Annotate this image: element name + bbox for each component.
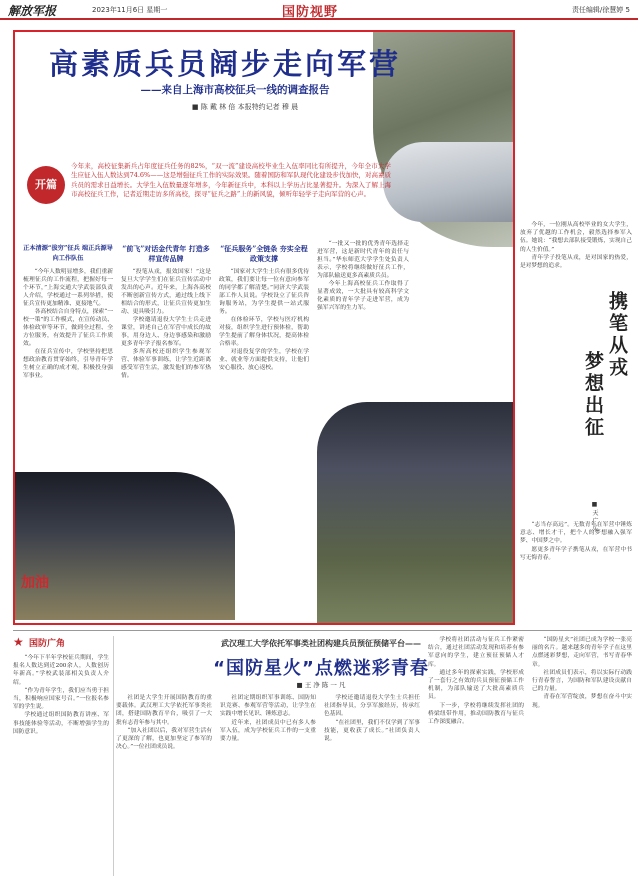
feature-story: [13, 30, 515, 625]
paragraph: 社团成员们表示，将以实际行动践行青春誓言，为国防和军队建设贡献自己的力量。: [532, 669, 632, 693]
lower-story-column: [116, 694, 212, 876]
lower-story-column: [220, 694, 316, 876]
paragraph: 近年来，社团成员中已有多人参军入伍，成为学校征兵工作的一支重要力量。: [220, 719, 316, 743]
section-title: 国防视野: [282, 5, 339, 20]
essay-title-line-1: 携笔从戎: [606, 291, 628, 379]
paragraph: 下一步，学校将继续发挥社团的桥梁纽带作用，推动国防教育与征兵工作深度融合。: [428, 702, 524, 726]
feature-headline: 高素质兵员阔步走向军营: [48, 47, 401, 81]
issue-date: 2023年11月6日 星期一: [92, 6, 168, 14]
column-label: [13, 636, 108, 650]
lower-left-text: [13, 654, 109, 876]
paragraph: “今年下半年学校征兵期间，学生报名人数达到近200余人，人数创历年新高。”学校武装部相关负责人介绍。: [13, 655, 109, 686]
paragraph: “加入社团以后，我对军营生活有了更深的了解，也更加坚定了参军的决心。”一位社团成员说。: [116, 727, 212, 751]
feature-intro: 今年来，高校征集新兵占年度征兵任务的82%，“双一流”建设高校毕业生入伍率同比有所提升，今年全市大学生应征入伍人数达到74.6%——这是增强征兵工作的实际效果。随着国防和军队现代化建设步伐加快，对高素质兵员的需求日益增长。大学生入伍数量逐年增多，今年新征兵中，本科以上学历占比显著提升。为深入了解上海市高校征兵工作，记者近期走访多所高校，探寻“征兵之路”上的新风貌，倾听年轻学子走向军营的心声。: [71, 162, 391, 199]
recruits-photo: [317, 402, 515, 625]
paragraph: 学校邀请退役大学生士兵走进课堂，讲述自己在军营中成长的故事，用身边人、身边事感染和激励更多青年学子报名参军。: [121, 317, 211, 347]
newspaper-logo: 解放军报: [8, 4, 57, 18]
essay-title-line-2: 梦想出征: [582, 351, 604, 439]
paragraph: 对退役复学的学生，学校在学业、就业等方面提供支持，让他们安心服役、放心返校。: [219, 349, 309, 371]
essay-title: [580, 291, 632, 501]
essay-author: ■ 天 广 乐: [591, 501, 598, 532]
sidebar-essay: [520, 26, 632, 626]
feature-column: [317, 240, 409, 420]
paragraph: 在征兵宣传中，学校坚持把思想政治教育贯穿始终，引导青年学生树立正确的成才观，积极投身强军事业。: [23, 349, 113, 379]
paragraph: “国防星火”社团已成为学校一张亮丽的名片。越来越多的青年学子在这里点燃迷彩梦想，走向军营，书写青春华章。: [532, 637, 632, 668]
paragraph: “今年人数明显增多，我们重新梳理征兵的工作流程，把握好每一个环节，”上海交通大学武装部负责人介绍，学校通过一系列举措，使征兵宣传更加精准、更接地气。: [23, 269, 113, 307]
masthead: [0, 0, 638, 20]
paragraph: “在社团里，我们不仅学到了军事技能，更收获了成长。”社团负责人说。: [324, 719, 420, 743]
paragraph: “投笔从戎，报效国家！”这是复旦大学学生们在征兵宣传活动中发出的心声。近年来，上海各高校不断创新宣传方式，通过线上线下相结合的形式，让征兵宣传更加生动、更具吸引力。: [121, 269, 211, 315]
editor-credit: 责任编辑/徐慧婷 5: [571, 6, 630, 14]
paragraph: 社团定期组织军事训练、国防知识竞赛、参观军营等活动，让学生在实践中增长见识、锤炼意志。: [220, 695, 316, 718]
paragraph: 在体检环节，学校与医疗机构对接，组织学生进行预体检，帮助学生提前了解身体状况，提高体检合格率。: [219, 317, 309, 347]
paragraph: 愿更多青年学子携笔从戎，在军营中书写无悔青春。: [520, 546, 632, 561]
paragraph: 今年，一位刚从高校毕业的女大学生，放弃了优越的工作机会，毅然选择参军入伍。她说：“我想去部队接受锻炼，实现自己的人生价值。”: [520, 222, 632, 253]
column-divider: [113, 636, 114, 876]
column-subtitle: “前飞”对话金代青年 打造多样宣传品牌: [122, 244, 210, 263]
section-divider: [13, 630, 632, 631]
paragraph: “作为青年学生，我们应当勇于担当，积极响应国家号召。”一位报名参军的学生说。: [13, 687, 109, 711]
train-photo: [383, 142, 515, 222]
paragraph: 社团是大学生开展国防教育的重要载体。武汉理工大学依托军事类社团，搭建国防教育平台，吸引了一大批有志青年参与其中。: [116, 695, 212, 726]
star-icon: ★: [13, 635, 24, 649]
lower-story-column: [428, 636, 524, 876]
paragraph: “国家对大学生士兵有很多优待政策，我们要让每一位有意向参军的同学都了解清楚。”同济大学武装部工作人员说。学校设立了征兵咨询服务站，为学生提供一站式服务。: [219, 269, 309, 315]
intro-badge: 开篇: [27, 166, 65, 204]
paragraph: 各高校结合自身特点，探索“一校一策”的工作模式，在宣传动员、体检政审等环节，做到全过程、全方位服务，有效提升了征兵工作质效。: [23, 309, 113, 347]
paragraph: 多所高校还组织学生参观军营、体验军事训练，让学生近距离感受军营生活，激发他们的参军热情。: [121, 349, 211, 379]
paragraph: 今年上海高校征兵工作取得了显著成效，一大批具有较高科学文化素质的青年学子走进军营，成为强军兴军的生力军。: [317, 281, 409, 311]
paragraph: 青年学子投笔从戎，是对国家的热爱，是对梦想的追求。: [520, 254, 632, 270]
feature-subhead: ——来自上海市高校征兵一线的调查报告: [140, 84, 330, 96]
feature-column: [23, 240, 113, 410]
training-photo: [15, 472, 235, 620]
lower-story-column: [324, 694, 420, 876]
lower-story-kicker: 武汉理工大学依托军事类社团构建兵员预征预储平台——: [221, 639, 421, 648]
lower-story-column: [532, 636, 632, 876]
column-subtitle: “征兵服务”全链条 夯实全程政策支撑: [220, 244, 308, 263]
column-subtitle: 正本清源“拔穷”征兵 端正兵源导向工作队伍: [23, 245, 113, 262]
paragraph: 通过多年的探索实践，学校形成了一套行之有效的兵员预征预储工作机制，为部队输送了大批高素质兵员。: [428, 669, 524, 701]
paragraph: 学校还邀请退役大学生士兵担任社团指导员，分享军旅经历，传承红色基因。: [324, 695, 420, 718]
paragraph: “志当存高远”。无数青年在军营中锤炼意志、增长才干，把个人的梦想融入强军梦、中国梦之中。: [520, 522, 632, 545]
column-label-text: 国防广角: [29, 639, 66, 649]
paragraph: “一批又一批的优秀青年选择走进军营，这是新时代青年的责任与担当。”华东师范大学学生处负责人表示，学校将继续做好征兵工作，为部队输送更多高素质兵员。: [317, 241, 409, 279]
feature-byline: ■ 陈 戴 林 倍 本报特约记者 穆 晨: [191, 103, 299, 111]
paragraph: 学校将社团活动与征兵工作紧密结合，通过社团活动发现和培养有参军意向的学生，建立预征预储人才库。: [428, 637, 524, 668]
paragraph: 学校通过组织国防教育讲座、军事技能体验等活动，不断增强学生的国防意识。: [13, 712, 109, 735]
lower-story: [116, 636, 632, 876]
lower-story-byline: ■ 王 净 陈 一 凡: [296, 681, 346, 689]
photo-flag-text: 加油: [21, 575, 49, 591]
lower-story-title: “国防星火”点燃迷彩青春: [213, 658, 429, 679]
sidebar-text-bottom: [520, 521, 632, 626]
paragraph: 青春在军营绽放，梦想在奋斗中实现。: [532, 694, 632, 709]
